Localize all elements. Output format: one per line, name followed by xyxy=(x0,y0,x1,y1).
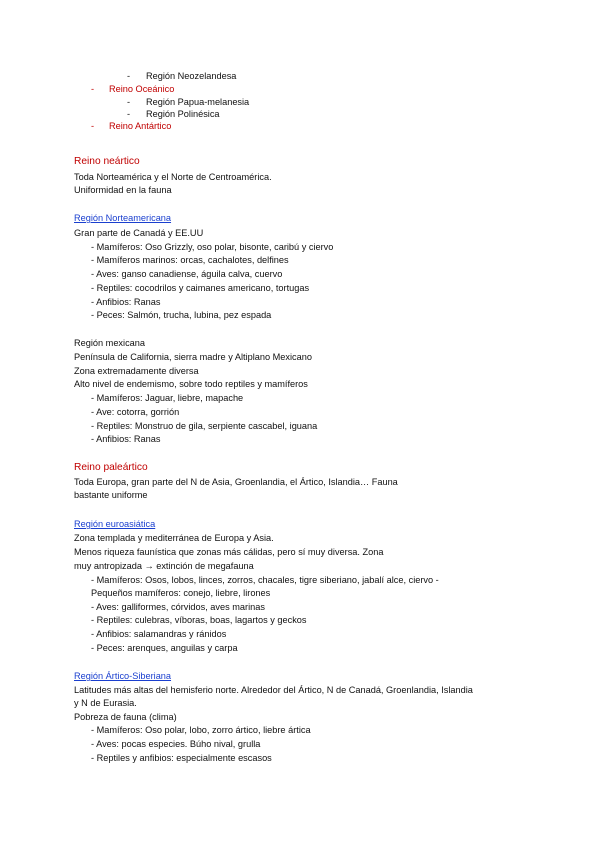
list-item: - Ave: cotorra, gorrión xyxy=(91,407,180,417)
list-dash: - xyxy=(91,121,95,131)
list-item: - Aves: ganso canadiense, águila calva, cuervo xyxy=(91,269,283,279)
list-dash: - xyxy=(127,71,131,81)
list-item: - Reptiles y anfibios: especialmente escasos xyxy=(91,753,272,763)
paragraph-line: Península de California, sierra madre y Altiplano Mexicano xyxy=(74,352,312,362)
list-item: - Mamíferos marinos: orcas, cachalotes, delfines xyxy=(91,255,289,265)
list-item: - Reptiles: cocodrilos y caimanes americano, tortugas xyxy=(91,283,310,293)
list-item: - Reptiles: culebras, víboras, boas, lagartos y geckos xyxy=(91,615,307,625)
list-item-neozelandesa: Región Neozelandesa xyxy=(146,71,237,81)
heading-reino-paleartico: Reino paleártico xyxy=(74,462,148,473)
list-item: - Peces: Salmón, trucha, lubina, pez espada xyxy=(91,310,272,320)
heading-region-mexicana: Región mexicana xyxy=(74,338,145,348)
list-dash: - xyxy=(127,97,131,107)
list-item: - Mamíferos: Oso polar, lobo, zorro ártico, liebre ártica xyxy=(91,725,311,735)
paragraph-line: Gran parte de Canadá y EE.UU xyxy=(74,228,204,238)
list-item-reino-oceanico: Reino Oceánico xyxy=(109,84,175,94)
paragraph-line: Latitudes más altas del hemisferio norte. Alrededor del Ártico, N de Canadá, Groenlandia, Islandia xyxy=(74,685,473,695)
list-item: - Anfibios: Ranas xyxy=(91,297,161,307)
list-item: - Anfibios: Ranas xyxy=(91,434,161,444)
list-item: - Aves: galliformes, córvidos, aves marinas xyxy=(91,602,265,612)
paragraph-line: muy antropizada → extinción de megafauna xyxy=(74,561,254,571)
paragraph-line: Zona extremadamente diversa xyxy=(74,366,199,376)
list-item-reino-antartico: Reino Antártico xyxy=(109,121,172,131)
list-item: - Mamíferos: Oso Grizzly, oso polar, bisonte, caribú y ciervo xyxy=(91,242,334,252)
list-item-papua-melanesia: Región Papua-melanesia xyxy=(146,97,250,107)
list-item: - Mamíferos: Osos, lobos, linces, zorros, chacales, tigre siberiano, jabalí alce, ciervo - xyxy=(91,575,439,585)
list-dash: - xyxy=(91,84,95,94)
paragraph-line: Toda Europa, gran parte del N de Asia, Groenlandia, el Ártico, Islandia… Fauna xyxy=(74,477,398,487)
paragraph-line: Pobreza de fauna (clima) xyxy=(74,712,177,722)
list-item: - Mamíferos: Jaguar, liebre, mapache xyxy=(91,393,244,403)
list-item: - Peces: arenques, anguilas y carpa xyxy=(91,643,238,653)
heading-reino-neartico: Reino neártico xyxy=(74,156,140,167)
link-region-artico-siberiana[interactable]: Región Ártico-Siberiana xyxy=(74,671,172,681)
paragraph-line: Menos riqueza faunística que zonas más cálidas, pero sí muy diversa. Zona xyxy=(74,547,384,557)
list-item: Pequeños mamíferos: conejo, liebre, lirones xyxy=(91,588,271,598)
list-item-polinesica: Región Polinésica xyxy=(146,109,220,119)
list-item: - Anfibios: salamandras y ránidos xyxy=(91,629,227,639)
paragraph-line: y N de Eurasia. xyxy=(74,698,137,708)
list-item: - Aves: pocas especies. Búho nival, grulla xyxy=(91,739,261,749)
paragraph-line: bastante uniforme xyxy=(74,490,148,500)
list-dash: - xyxy=(127,109,131,119)
list-item: - Reptiles: Monstruo de gila, serpiente cascabel, iguana xyxy=(91,421,318,431)
paragraph-line: Toda Norteamérica y el Norte de Centroamérica. xyxy=(74,172,272,182)
paragraph-line: Zona templada y mediterránea de Europa y Asia. xyxy=(74,533,274,543)
paragraph-line: Uniformidad en la fauna xyxy=(74,185,172,195)
paragraph-line: Alto nivel de endemismo, sobre todo reptiles y mamíferos xyxy=(74,379,308,389)
link-region-euroasiatica[interactable]: Región euroasiática xyxy=(74,519,156,529)
link-region-norteamericana[interactable]: Región Norteamericana xyxy=(74,213,172,223)
